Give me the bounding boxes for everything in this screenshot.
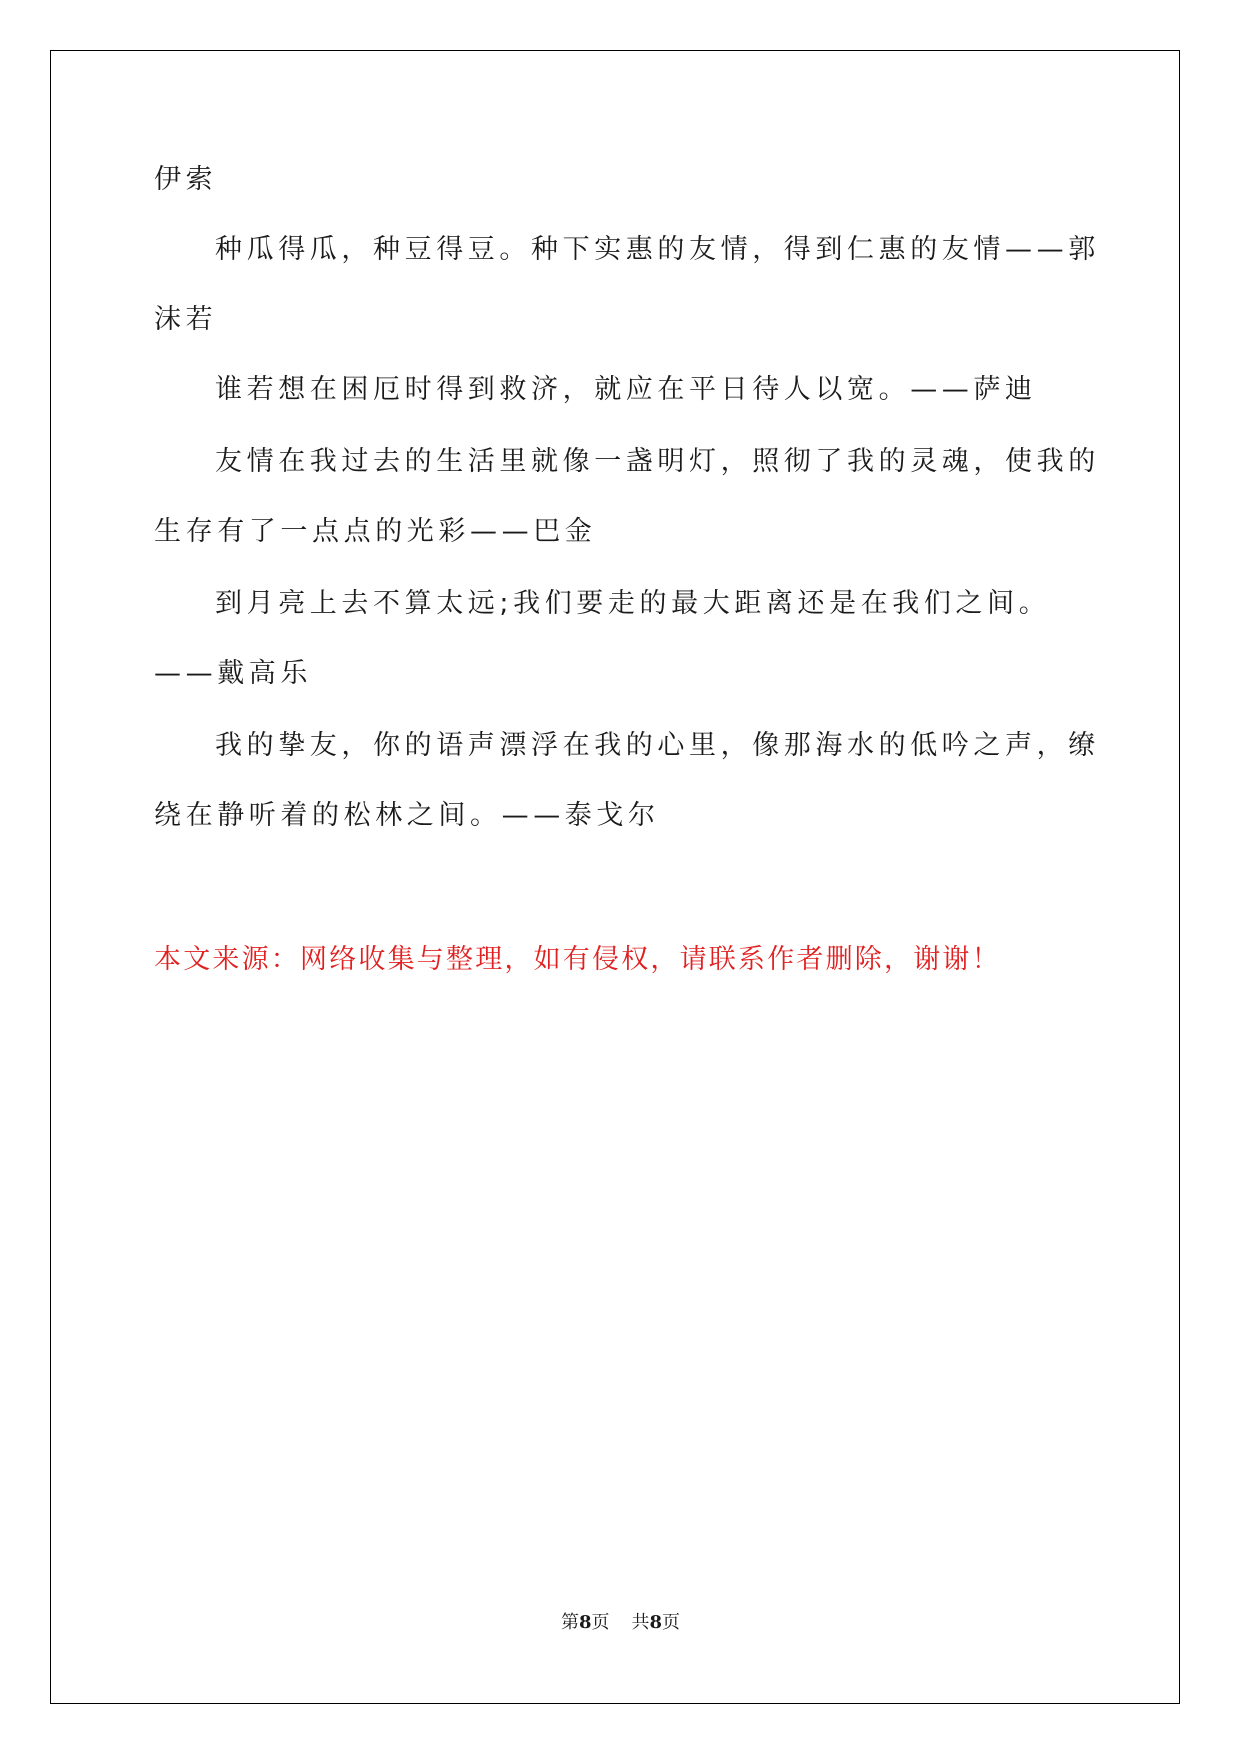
footer-prefix: 第: [560, 1612, 579, 1633]
text-line: 种瓜得瓜，种豆得豆。种下实惠的友情，得到仁惠的友情——郭: [215, 234, 1100, 265]
page-footer: [0, 1608, 1241, 1634]
source-note: 本文来源：网络收集与整理，如有侵权，请联系作者删除，谢谢！: [154, 944, 1001, 975]
footer-total-pages: 8: [649, 1612, 663, 1633]
text-line: ——戴高乐: [154, 658, 312, 689]
footer-suffix: 页: [591, 1612, 610, 1633]
page-border: [50, 50, 1180, 1704]
footer-total-prefix: 共: [631, 1612, 650, 1633]
text-line: 谁若想在困厄时得到救济，就应在平日待人以宽。——萨迪: [215, 374, 1037, 405]
text-line: 友情在我过去的生活里就像一盏明灯，照彻了我的灵魂，使我的: [215, 446, 1100, 477]
text-line: 我的挚友，你的语声漂浮在我的心里，像那海水的低吟之声，缭: [215, 730, 1100, 761]
footer-total-suffix: 页: [662, 1612, 681, 1633]
text-line: 绕在静听着的松林之间。——泰戈尔: [154, 800, 660, 831]
text-line: 沫若: [154, 304, 218, 335]
text-line: 伊索: [154, 164, 218, 195]
footer-page-number: 8: [578, 1612, 592, 1633]
text-line: 生存有了一点点的光彩——巴金: [154, 516, 597, 547]
text-line: 到月亮上去不算太远;我们要走的最大距离还是在我们之间。: [215, 588, 1051, 619]
